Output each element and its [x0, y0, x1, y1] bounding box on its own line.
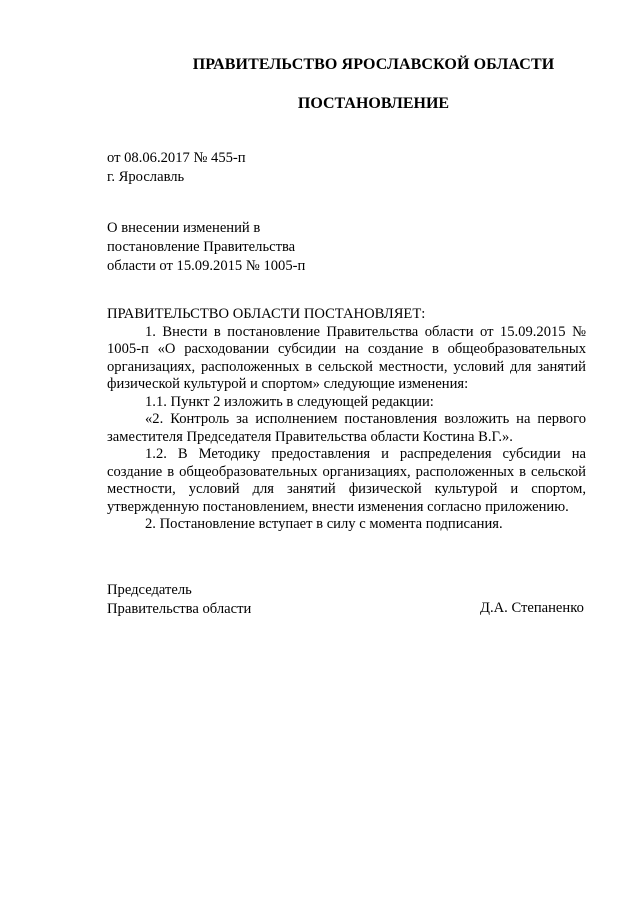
date-number: от 08.06.2017 № 455-п [107, 150, 246, 166]
signatory-name: Д.А. Степаненко [480, 600, 584, 616]
city: г. Ярославль [107, 169, 185, 185]
paragraph-1: 1. Внести в постановление Правительства области от 15.09.2015 № 1005-п «О расходовании субсидии на создание в общеобразовательных организациях, расположенных в сельской местности, условий для занятий физической культурой и спортом» следующие изменения: [107, 323, 586, 392]
document-body [107, 306, 586, 534]
document-meta [107, 149, 246, 187]
subject-line-3: области от 15.09.2015 № 1005-п [107, 258, 306, 274]
signatory-title [107, 581, 251, 619]
organization-title: ПРАВИТЕЛЬСТВО ЯРОСЛАВСКОЙ ОБЛАСТИ [192, 56, 555, 73]
subject-line-2: постановление Правительства [107, 239, 296, 255]
subject-line-1: О внесении изменений в [107, 220, 261, 236]
preamble: ПРАВИТЕЛЬСТВО ОБЛАСТИ ПОСТАНОВЛЯЕТ: [107, 306, 426, 322]
paragraph-1-1-quote: «2. Контроль за исполнением постановления возложить на первого заместителя Председателя Правительства области Костина В.Г.». [107, 411, 586, 445]
signatory-title-line-1: Председатель [107, 582, 192, 598]
document-subject [107, 219, 305, 276]
paragraph-1-1: 1.1. Пункт 2 изложить в следующей редакции: [145, 393, 434, 410]
document-type-title: ПОСТАНОВЛЕНИЕ [297, 95, 450, 112]
paragraph-1-2: 1.2. В Методику предоставления и распределения субсидии на создание в общеобразовательных организациях, расположенных в сельской местности, условий для занятий физической культурой и спортом, утвержденную постановлением, внести изменения согласно приложению. [107, 446, 586, 515]
signatory-title-line-2: Правительства области [107, 601, 252, 617]
paragraph-2: 2. Постановление вступает в силу с момента подписания. [145, 516, 503, 532]
